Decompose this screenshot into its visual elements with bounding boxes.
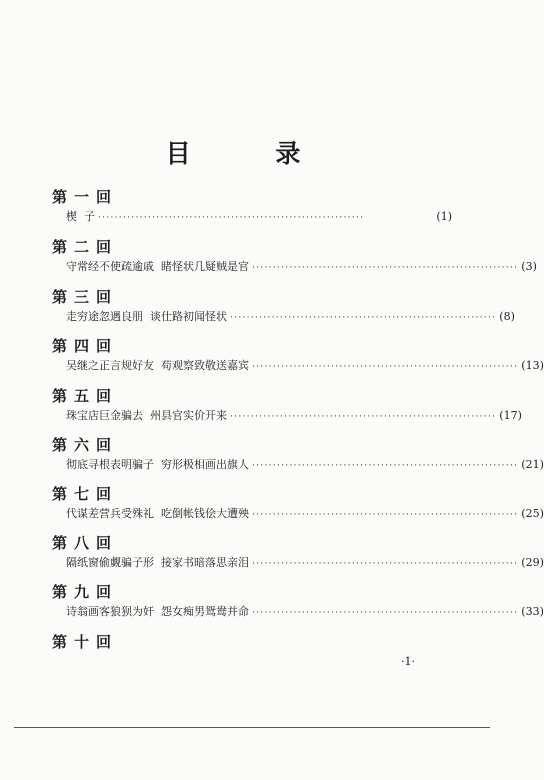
chapter-number: 第一回 bbox=[52, 188, 119, 206]
toc-entry[interactable] bbox=[52, 632, 452, 652]
page-number: (13) bbox=[521, 359, 544, 372]
chapter-title: 诗翁画客狼狈为奸 怨女痴男鸳鸯并命 bbox=[66, 605, 249, 618]
dot-leader: ································································ bbox=[252, 608, 519, 618]
toc-line bbox=[66, 556, 544, 570]
chapter-number: 第五回 bbox=[52, 387, 119, 405]
page-number: (21) bbox=[521, 458, 544, 471]
dot-leader: ································································ bbox=[252, 263, 519, 273]
toc-line bbox=[66, 605, 544, 619]
chapter-title: 彻底寻根表明骗子 穷形极相画出旗人 bbox=[66, 458, 249, 471]
page-number: (8) bbox=[499, 310, 515, 323]
dot-leader: ································································ bbox=[252, 461, 519, 471]
chapter-title: 代谋差营兵受殊礼 吃倒帐钱侩大遭殃 bbox=[66, 507, 249, 520]
toc-entry[interactable] bbox=[52, 187, 452, 224]
dot-leader: ································································ bbox=[252, 510, 519, 520]
page-number: (29) bbox=[521, 556, 544, 569]
chapter-number: 第七回 bbox=[52, 485, 119, 503]
page-number: (1) bbox=[436, 210, 452, 223]
chapter-number: 第二回 bbox=[52, 238, 119, 256]
page-number: (25) bbox=[521, 507, 544, 520]
chapter-title: 走穷途忽遇良朋 谈仕路初闻怪状 bbox=[66, 310, 227, 323]
toc-entry[interactable] bbox=[52, 336, 544, 373]
dot-leader: ································································ bbox=[252, 559, 519, 569]
page-number: (17) bbox=[499, 409, 522, 422]
chapter-title: 守常经不使疏逾戚 睹怪状几疑贼是官 bbox=[66, 260, 249, 273]
chapter-number: 第十回 bbox=[52, 633, 119, 651]
chapter-number: 第三回 bbox=[52, 288, 119, 306]
dot-leader: ································································ bbox=[98, 213, 365, 223]
toc-line bbox=[66, 458, 544, 472]
toc-entry[interactable] bbox=[52, 435, 544, 472]
chapter-title: 吴继之正言规好友 苟观察致敬送嘉宾 bbox=[66, 359, 249, 372]
dot-leader: ································································ bbox=[230, 313, 497, 323]
toc-line bbox=[66, 310, 515, 324]
toc-entry[interactable] bbox=[52, 386, 522, 423]
page-folio: ·1· bbox=[401, 655, 415, 668]
dot-leader: ································································ bbox=[252, 362, 519, 372]
toc-line bbox=[66, 359, 544, 373]
toc-entry[interactable] bbox=[52, 287, 515, 324]
chapter-number: 第八回 bbox=[52, 534, 119, 552]
chapter-number: 第九回 bbox=[52, 583, 119, 601]
page-title: 目 录 bbox=[165, 139, 339, 168]
bottom-rule bbox=[14, 727, 490, 728]
dot-leader: ································································ bbox=[230, 412, 497, 422]
toc-line bbox=[66, 507, 544, 521]
toc-entry[interactable] bbox=[52, 484, 544, 521]
toc-line bbox=[66, 210, 452, 224]
chapter-title: 隔纸窗偷觑骗子形 接家书暗落思亲泪 bbox=[66, 556, 249, 569]
toc-entry[interactable] bbox=[52, 582, 544, 619]
chapter-number: 第四回 bbox=[52, 337, 119, 355]
toc-entry[interactable] bbox=[52, 533, 544, 570]
page-number: (33) bbox=[521, 605, 544, 618]
chapter-title: 楔 子 bbox=[66, 210, 95, 223]
toc-line bbox=[66, 409, 522, 423]
page-number: (3) bbox=[521, 260, 537, 273]
chapter-number: 第六回 bbox=[52, 436, 119, 454]
chapter-title: 珠宝店巨金骗去 州县官实价开来 bbox=[66, 409, 227, 422]
toc-line bbox=[66, 260, 537, 274]
toc-entry[interactable] bbox=[52, 237, 537, 274]
